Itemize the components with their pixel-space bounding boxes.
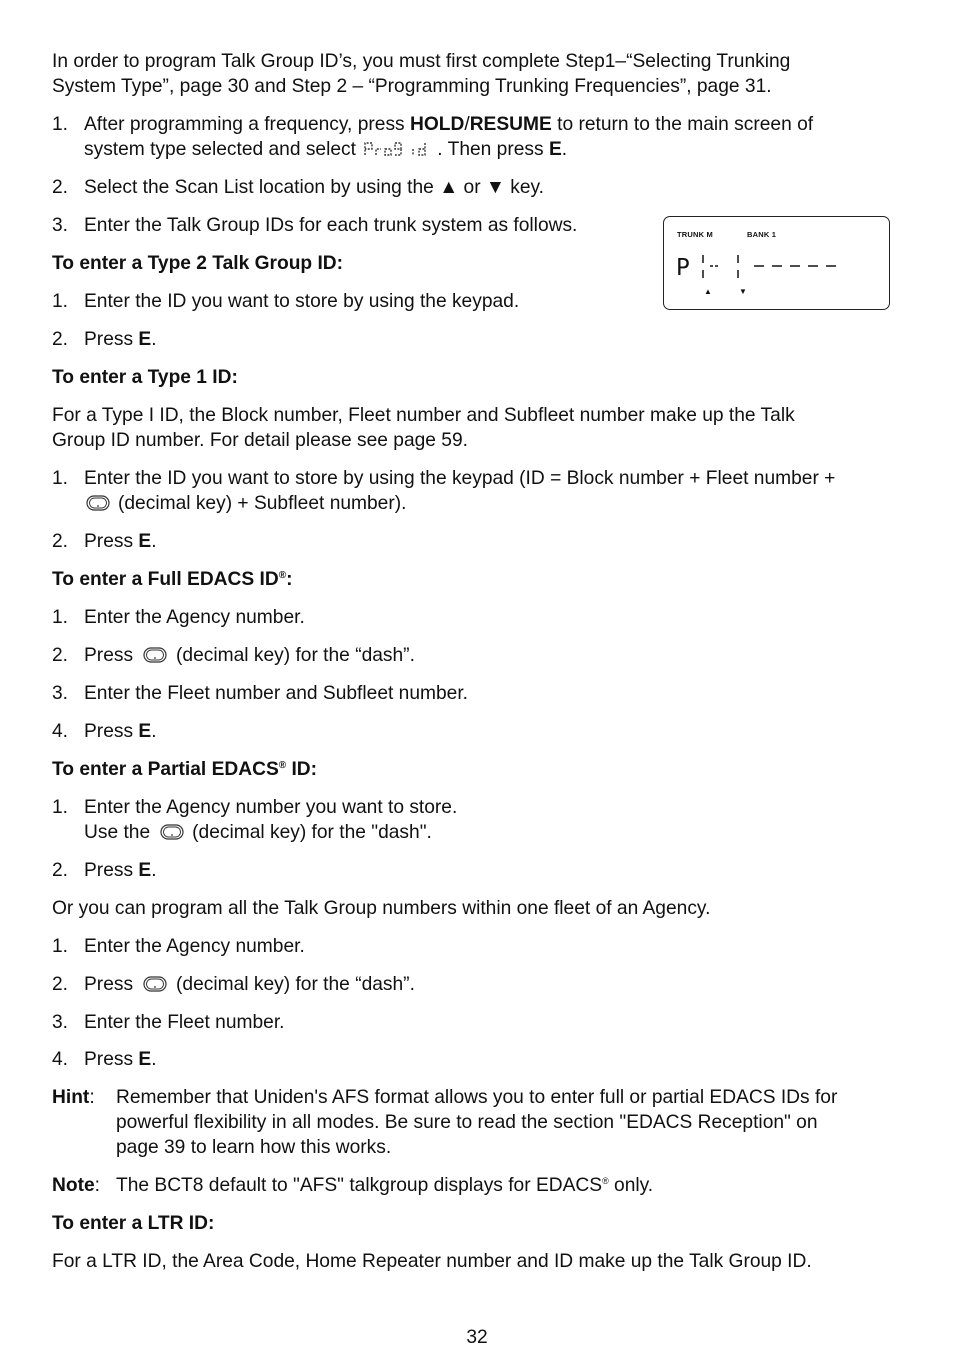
resume-key-label: RESUME [469, 114, 552, 135]
list-text: Enter the Agency number you want to store. [84, 797, 458, 818]
list-number: 4. [52, 721, 69, 742]
lcd-down-arrow-icon: ▼ [739, 287, 747, 296]
section-heading: To enter a LTR ID: [52, 1213, 215, 1234]
list-number: 1. [52, 291, 69, 312]
section-heading: To enter a Type 1 ID: [52, 367, 238, 388]
list-number: 3. [52, 1012, 69, 1033]
list-text: After programming a frequency, press HOLD/RESUME to return to the main screen of [84, 114, 814, 135]
registered-mark: ® [602, 1176, 609, 1186]
lcd-bank-label: BANK 1 [747, 230, 777, 239]
hint-label: Hint: [52, 1087, 95, 1108]
list-number: 2. [52, 860, 69, 881]
registered-mark: ® [278, 570, 287, 581]
list-text: Enter the ID you want to store by using the keypad (ID = Block number + Fleet number + [84, 468, 836, 489]
prog-id-lcd-icon [363, 140, 435, 158]
page-number: 32 [466, 1327, 488, 1348]
up-arrow-icon: ▲ [439, 177, 459, 198]
e-key-label: E [138, 721, 152, 742]
paragraph-line: Or you can program all the Talk Group numbers within one fleet of an Agency. [52, 898, 711, 919]
lcd-up-arrow-icon: ▲ [704, 287, 712, 296]
paragraph-line: For a Type I ID, the Block number, Fleet number and Subfleet number make up the Talk [52, 405, 795, 426]
list-number: 1. [52, 797, 69, 818]
hold-key-label: HOLD [409, 114, 465, 135]
list-number: 2. [52, 974, 69, 995]
list-number: 3. [52, 683, 69, 704]
e-key-label: E [138, 531, 152, 552]
note-label: Note: [52, 1175, 100, 1196]
list-text: Enter the Fleet number. [84, 1012, 285, 1033]
list-text: Press E. [84, 1049, 157, 1070]
lcd-mode-label: TRUNK M [677, 230, 713, 239]
list-text: (decimal key) + Subfleet number). [84, 491, 406, 516]
list-text: Press (decimal key) for the “dash”. [84, 974, 415, 995]
list-text: Use the (decimal key) for the "dash". [84, 822, 432, 843]
list-text: Enter the ID you want to store by using the keypad. [84, 291, 520, 312]
down-arrow-icon: ▼ [485, 177, 505, 198]
list-text: Enter the Agency number. [84, 607, 305, 628]
lcd-display [663, 216, 890, 310]
decimal-key-icon [160, 824, 184, 840]
list-text: Press (decimal key) for the “dash”. [84, 645, 415, 666]
list-text: Enter the Talk Group IDs for each trunk system as follows. [84, 215, 578, 236]
lcd-main-char: P [676, 255, 690, 281]
decimal-key-icon [143, 976, 167, 992]
note-text: The BCT8 default to "AFS" talkgroup displays for EDACS® only. [116, 1175, 654, 1196]
lcd-segments [698, 253, 848, 281]
list-text: Select the Scan List location by using the ▲ or ▼ key. [84, 177, 545, 198]
hint-block [52, 1085, 912, 1160]
list-number: 2. [52, 645, 69, 666]
paragraph-line: Group ID number. For detail please see page 59. [52, 430, 468, 451]
list-number: 2. [52, 329, 69, 350]
list-text: Press E. [84, 329, 157, 350]
intro-line-2: System Type”, page 30 and Step 2 – “Programming Trunking Frequencies”, page 31. [52, 76, 772, 97]
e-key-label: E [138, 860, 152, 881]
list-number: 1. [52, 936, 69, 957]
section-heading: To enter a Type 2 Talk Group ID: [52, 253, 344, 274]
e-key-label: E [138, 329, 152, 350]
e-key-label: E [548, 139, 562, 160]
registered-mark: ® [278, 760, 287, 771]
list-number: 1. [52, 468, 69, 489]
list-number: 2. [52, 531, 69, 552]
list-text: Enter the Agency number. [84, 936, 305, 957]
hint-text: Remember that Uniden's AFS format allows you to enter full or partial EDACS IDs for powerful flexibility in all modes. Be sure to read the section "EDACS Reception" on page 39 to learn how this works. [116, 1087, 838, 1158]
list-text: Press E. [84, 531, 157, 552]
section-heading: To enter a Partial EDACS® ID: [52, 759, 318, 780]
list-number: 1. [52, 607, 69, 628]
list-number: 1. [52, 114, 69, 135]
intro-line-1: In order to program Talk Group ID’s, you must first complete Step1–“Selecting Trunking [52, 51, 791, 72]
note-block [52, 1173, 912, 1198]
decimal-key-icon [86, 495, 110, 511]
list-text: Enter the Fleet number and Subfleet number. [84, 683, 468, 704]
list-number: 4. [52, 1049, 69, 1070]
list-text: system type selected and select . Then press E. [84, 139, 568, 160]
decimal-key-icon [143, 647, 167, 663]
list-number: 2. [52, 177, 69, 198]
list-number: 3. [52, 215, 69, 236]
section-heading: To enter a Full EDACS ID®: [52, 569, 293, 590]
list-text: Press E. [84, 721, 157, 742]
e-key-label: E [138, 1049, 152, 1070]
paragraph-line: For a LTR ID, the Area Code, Home Repeater number and ID make up the Talk Group ID. [52, 1251, 812, 1272]
list-text: Press E. [84, 860, 157, 881]
